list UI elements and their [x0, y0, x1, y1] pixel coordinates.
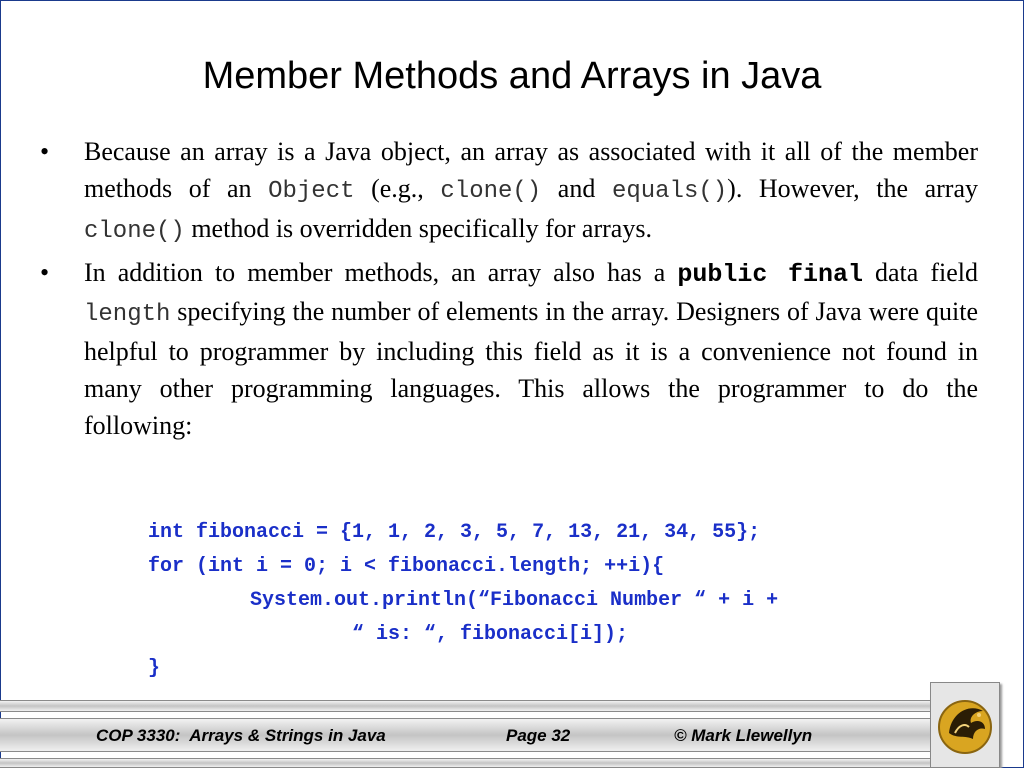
slide-content: [40, 133, 978, 448]
code-line-4: “ is: “, fibonacci[i]);: [352, 623, 629, 646]
bullet-2: [40, 254, 978, 444]
code-line-2: for (int i = 0; i < fibonacci.length; ++i){: [148, 555, 665, 578]
bullet-1-text-3: and: [541, 174, 612, 203]
code-block: [148, 516, 968, 686]
footer-stripe: [0, 758, 930, 768]
bullet-1-text-4: ). However, the array: [727, 174, 978, 203]
footer-band: [0, 700, 1024, 768]
bullet-1-text-1: Because an array is a Java object, an array as associated with it all of the member methods of an: [84, 137, 978, 203]
footer-stripe: [0, 700, 930, 712]
footer-page: Page 32: [506, 726, 571, 745]
bullet-symbol: •: [40, 137, 50, 166]
code-line-5: }: [148, 657, 161, 680]
bullet-1-text-2: (e.g.,: [354, 174, 441, 203]
footer-author: © Mark Llewellyn: [674, 726, 813, 745]
ucf-pegasus-logo-icon: [935, 689, 995, 761]
logo-box: [930, 682, 1000, 768]
code-object: Object: [268, 178, 355, 205]
code-line-1: int fibonacci = {1, 1, 2, 3, 5, 7, 13, 21, 34, 55};: [148, 521, 761, 544]
code-clone: clone(): [440, 178, 542, 205]
bullet-1: [40, 133, 978, 250]
slide-title: Member Methods and Arrays in Java: [202, 55, 822, 97]
bullet-symbol: •: [40, 258, 50, 287]
code-public-final: public final: [677, 260, 863, 289]
code-equals: equals(): [611, 178, 728, 205]
code-clone-2: clone(): [84, 218, 185, 245]
bullet-1-text-5: method is overridden specifically for arrays.: [184, 214, 652, 243]
code-length: length: [84, 301, 171, 328]
bullet-2-text-3: specifying the number of elements in the array. Designers of Java were quite helpful to programmer by including this field as it is a convenience not found in many other programming languages. This allows the programmer to do the following:: [84, 297, 978, 440]
footer-course: COP 3330: Arrays & Strings in Java: [96, 726, 386, 745]
bullet-2-text-1: In addition to member methods, an array also has a: [84, 258, 678, 287]
code-line-3: System.out.println(“Fibonacci Number “ + i +: [250, 589, 779, 612]
bullet-2-text-2: data field: [862, 258, 978, 287]
